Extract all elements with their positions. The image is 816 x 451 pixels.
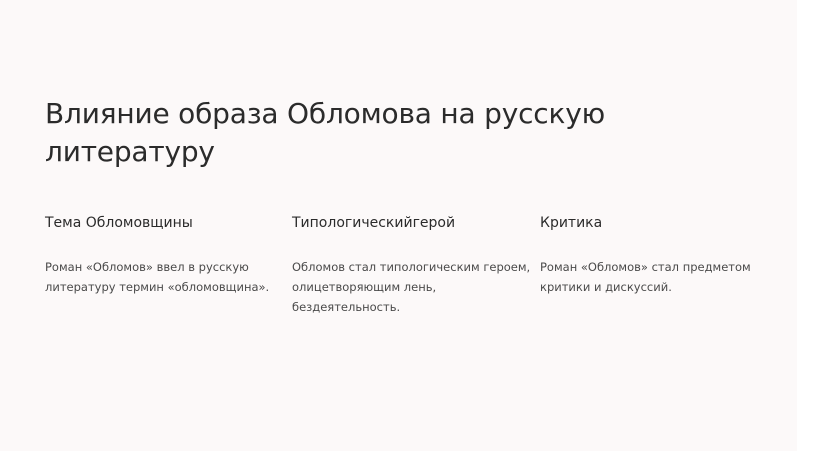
column-typological-hero bbox=[292, 214, 532, 317]
column-criticism bbox=[540, 214, 780, 297]
right-gutter bbox=[797, 0, 816, 451]
column-text: Обломов стал типологическим героем, олицетворяющим лень, бездеятельность. bbox=[292, 260, 531, 314]
column-text: Роман «Обломов» ввел в русскую литературу термин «обломовщина». bbox=[45, 260, 270, 294]
slide-title: Влияние образа Обломова на русскую литературу bbox=[45, 97, 605, 168]
column-heading: Критика bbox=[540, 215, 603, 231]
column-oblomovshchina bbox=[45, 214, 285, 297]
column-text: Роман «Обломов» стал предметом критики и дискуссий. bbox=[540, 260, 751, 294]
column-heading: Тема Обломовщины bbox=[45, 215, 193, 231]
column-heading: Типологическийгерой bbox=[292, 215, 456, 231]
